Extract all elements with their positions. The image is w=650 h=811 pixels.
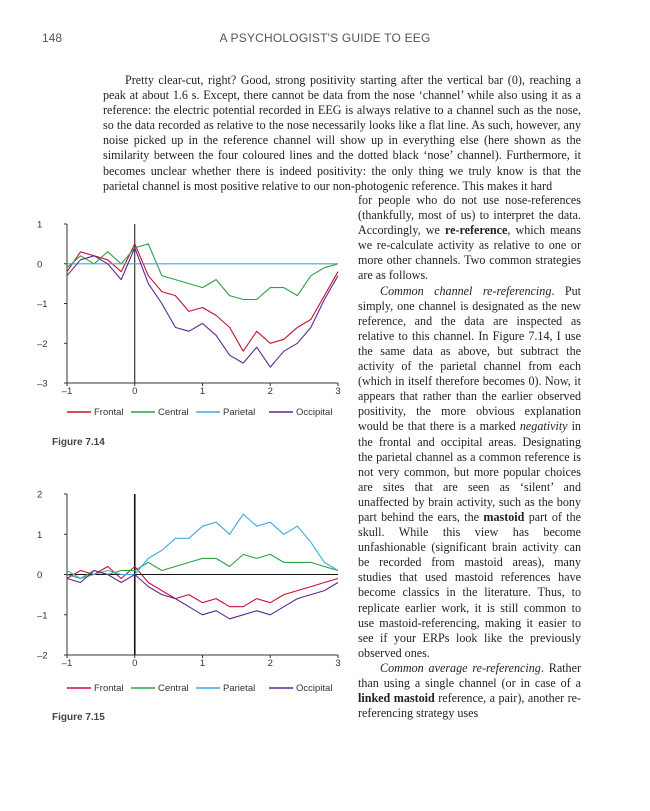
y-tick-label: 1: [37, 529, 43, 541]
series-line-central: [67, 244, 338, 300]
y-tick-label: 0: [37, 259, 43, 271]
y-tick-label: –3: [37, 378, 48, 390]
figure-7-15-caption: Figure 7.15: [52, 712, 105, 723]
x-tick-label: 3: [335, 386, 341, 397]
x-tick-label: 2: [267, 658, 273, 669]
series-line-frontal: [67, 244, 338, 351]
y-tick-label: –1: [37, 299, 48, 310]
y-tick-label: 1: [37, 219, 43, 231]
running-title: A PSYCHOLOGIST'S GUIDE TO EEG: [219, 31, 431, 45]
legend-label-frontal: Frontal: [94, 683, 124, 694]
legend-label-central: Central: [158, 407, 189, 418]
x-tick-label: –1: [61, 658, 73, 669]
paragraph-common-channel: Common channel re-referencing. Put simply, one channel is designated as the new reference, and the data are inspected as relative to this channel. In Figure 7.14, I use the same data as above, but subtract the activity of the parietal channel from each (which in itself therefore becomes 0). Now, it appears that rather than the earlier observed positivity, the more obvious explanation would be that there is a marked negativity in the frontal and occipital areas. Designating the parietal channel as a common reference is not very common, but more popular choices are sites that are seen as ‘silent’ and unaffected by brain activity, such as the bony part behind the ears, the mastoid part of the skull. While this view has become unfashionable (significant brain activity can be recorded from mastoid areas), many studies that used mastoid references have become classics in the literature. Thus, to replicate earlier work, it is still common to use mastoid-referencing, making it easier to see if your ERPs look like the previously observed ones.: [358, 283, 581, 660]
x-tick-label: 1: [199, 386, 206, 397]
x-tick-label: 3: [335, 658, 341, 669]
y-tick-label: –2: [37, 338, 48, 350]
intro-paragraph: Pretty clear-cut, right? Good, strong positivity starting after the vertical bar (0), reaching a peak at about 1.6 s. Except, there cannot be data from the nose ‘channel’ while also using it as a reference: the electric potential recorded in EEG is always relative to a channel such as the nose, so the data recorded as relative to the nose necessarily looks like a flat line. As such, however, any noise picked up in the reference channel will show up in everything else (here shown as the similarity between the four coloured lines and the dotted black ‘nose’ channel). Furthermore, it becomes unclear whether there is indeed positivity: the only thing we truly know is that the parietal channel is most positive relative to our non-photogenic reference. This makes it hard: [103, 73, 581, 193]
y-tick-label: 0: [37, 570, 43, 581]
text-column: [358, 193, 581, 721]
legend-label-occipital: Occipital: [296, 683, 333, 694]
y-tick-label: –1: [37, 610, 48, 622]
paragraph-rereference: for people who do not use nose-references (thankfully, most of us) to interpret the data. Accordingly, we re-reference, which means we re-calculate activity as relative to one or more other channels. Two common strategies are as follows.: [358, 193, 581, 283]
legend-label-parietal: Parietal: [223, 407, 256, 418]
figure-7-14-chart: [22, 215, 352, 430]
x-tick-label: 0: [132, 386, 138, 397]
y-tick-label: –2: [37, 650, 48, 662]
y-tick-label: 2: [37, 489, 43, 501]
series-line-parietal: [67, 514, 338, 578]
x-tick-label: –1: [61, 386, 73, 397]
legend-label-central: Central: [158, 683, 189, 694]
x-tick-label: 1: [199, 658, 206, 669]
legend-label-frontal: Frontal: [94, 407, 124, 418]
running-head: [42, 31, 608, 47]
x-tick-label: 0: [132, 658, 138, 669]
page-number: 148: [42, 31, 63, 45]
legend-label-occipital: Occipital: [296, 407, 333, 418]
figure-7-14-caption: Figure 7.14: [52, 437, 105, 448]
series-line-frontal: [67, 567, 338, 607]
series-line-occipital: [67, 571, 338, 619]
legend-label-parietal: Parietal: [223, 683, 256, 694]
paragraph-common-average: Common average re-referencing. Rather than using a single channel (or in case of a linked mastoid reference, a pair), another re-referencing strategy uses: [358, 660, 582, 721]
figure-7-15-chart: [22, 484, 352, 704]
x-tick-label: 2: [267, 386, 273, 397]
